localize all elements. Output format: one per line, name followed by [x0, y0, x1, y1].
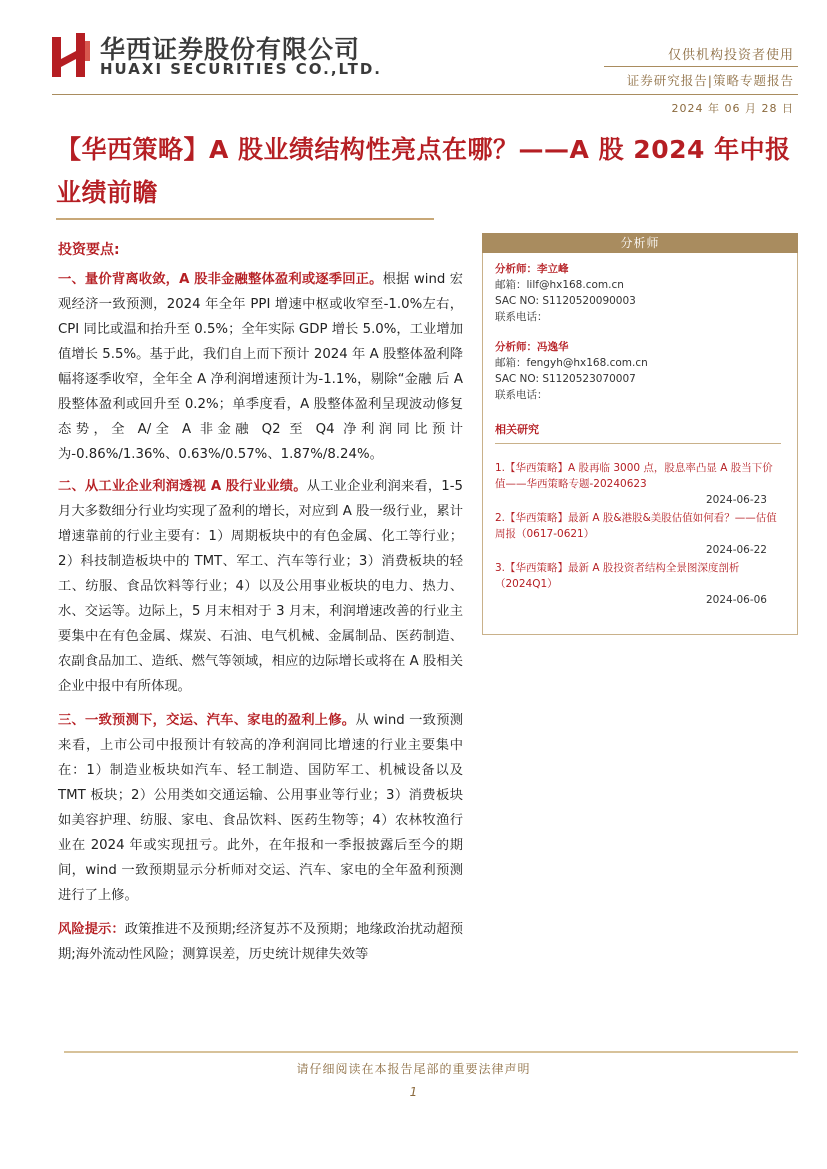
- header-divider: [604, 66, 798, 67]
- legal-disclaimer: 请仔细阅读在本报告尾部的重要法律声明: [296, 1062, 531, 1076]
- related-item-3[interactable]: 3.【华西策略】最新 A 股投资者结构全景图深度剖析（2024Q1）: [495, 562, 740, 590]
- report-date: 2024 年 06 月 28 日: [671, 102, 794, 115]
- analyst-2-sac: SAC NO: S1120523070007: [495, 373, 636, 385]
- company-name-cn: 华西证券股份有限公司: [100, 35, 361, 64]
- page-number: 1: [409, 1085, 418, 1099]
- analyst-1-name: 分析师：李立峰: [495, 263, 569, 275]
- analyst-1-phone: 联系电话：: [495, 311, 548, 323]
- related-item-2-date: 2024-06-22: [705, 544, 767, 556]
- analyst-2-phone: 联系电话：: [495, 389, 548, 401]
- analyst-header: 分析师: [482, 233, 798, 253]
- analyst-1: [483, 253, 797, 325]
- analyst-2-name: 分析师：冯逸华: [495, 341, 569, 353]
- section-2-heading: 二、从工业企业利润透视 A 股行业业绩。: [58, 479, 307, 494]
- section-3: [58, 708, 463, 908]
- section-1-body: 根据 wind 宏观经济一致预测，2024 年全年 PPI 增速中枢或收窄至-1.0%左右，CPI 同比或温和抬升至 0.5%；全年实际 GDP 增长 5.0%，工业增加值增长 5.5%。基于此，我们自上而下预计 2024 年 A 股整体盈利降幅将逐季收窄，全年全 A 净利润增速预计为-1.1%，剔除“金融 后 A 股整体盈利或回升至 0.2%；单季度看，A 股整体盈利呈现波动修复态势，全 A/全 A 非金融 Q2 至 Q4 净利润同比预计为-0.86%/1.36%、0.63%/0.57%、1.87%/8.24%。: [58, 272, 463, 462]
- section-1-heading: 一、量价背离收敛，A 股非金融整体盈利或逐季回正。: [58, 272, 383, 287]
- analyst-1-email[interactable]: 邮箱：lilf@hx168.com.cn: [495, 279, 624, 291]
- company-logo-icon: [52, 33, 90, 77]
- section-3-heading: 三、一致预测下，交运、汽车、家电的盈利上修。: [58, 713, 356, 728]
- investment-highlights: [58, 238, 463, 967]
- invest-label: 投资要点:: [58, 242, 120, 258]
- related-item-1[interactable]: 1.【华西策略】A 股再临 3000 点，股息率凸显 A 股当下价值——华西策略专题-20240623: [495, 462, 773, 490]
- related-item-2[interactable]: 2.【华西策略】最新 A 股&港股&美股估值如何看？——估值周报（0617-0621）: [495, 512, 777, 540]
- analyst-1-sac: SAC NO: S1120520090003: [495, 295, 636, 307]
- sidebar: [482, 233, 798, 635]
- section-1: [58, 267, 463, 467]
- risk-body: 政策推进不及预期;经济复苏不及预期；地缘政治扰动超预期;海外流动性风险；测算误差，历史统计规律失效等: [58, 922, 464, 962]
- section-2: [58, 474, 463, 699]
- header-rule: [52, 94, 798, 95]
- section-2-body: 从工业企业利润来看，1-5 月大多数细分行业均实现了盈利的增长，对应到 A 股一级行业，累计增速靠前的行业主要有：1）周期板块中的有色金属、化工等行业；2）科技制造板块中的 TMT、军工、汽车等行业；3）消费板块的轻工、纺服、食品饮料等行业；4）以及公用事业板块的电力、热力、水、交运等。边际上，5 月末相对于 3 月末，利润增速改善的行业主要集中在有色金属、煤炭、石油、电气机械、金属制品、医药制造、农副食品加工、造纸、燃气等领域，相应的边际增长或将在 A 股相关企业中报中有所体现。: [58, 479, 463, 694]
- audience-note: 仅供机构投资者使用: [667, 48, 794, 63]
- title-underline: [56, 218, 434, 220]
- related-research-title: 相关研究: [495, 423, 539, 436]
- related-item-1-date: 2024-06-23: [705, 494, 767, 506]
- report-type: 证券研究报告|策略专题报告: [626, 73, 794, 88]
- company-name-en: HUAXI SECURITIES CO.,LTD.: [100, 60, 382, 78]
- report-title: 【华西策略】A 股业绩结构性亮点在哪？——A 股 2024 年中报业绩前瞻: [56, 135, 791, 207]
- analyst-2-email[interactable]: 邮箱：fengyh@hx168.com.cn: [495, 357, 648, 369]
- analyst-2: [483, 325, 797, 403]
- risk-warning: [58, 917, 463, 967]
- section-3-body: 从 wind 一致预测来看，上市公司中报预计有较高的净利润同比增速的行业主要集中在：1）制造业板块如汽车、轻工制造、国防军工、机械设备以及 TMT 板块；2）公用类如交通运输、公用事业等行业；3）消费板块如美容护理、纺服、家电、食品饮料、医药生物等；4）农林牧渔行业在 2024 年或实现扭亏。此外，在年报和一季报披露后至今的期间，wind 一致预期显示分析师对交运、汽车、家电的全年盈利预测进行了上修。: [58, 713, 464, 903]
- related-item-3-date: 2024-06-06: [705, 594, 767, 606]
- footer-rule: [64, 1051, 798, 1053]
- risk-heading: 风险提示：: [58, 922, 125, 937]
- sidebar-box: [482, 253, 798, 635]
